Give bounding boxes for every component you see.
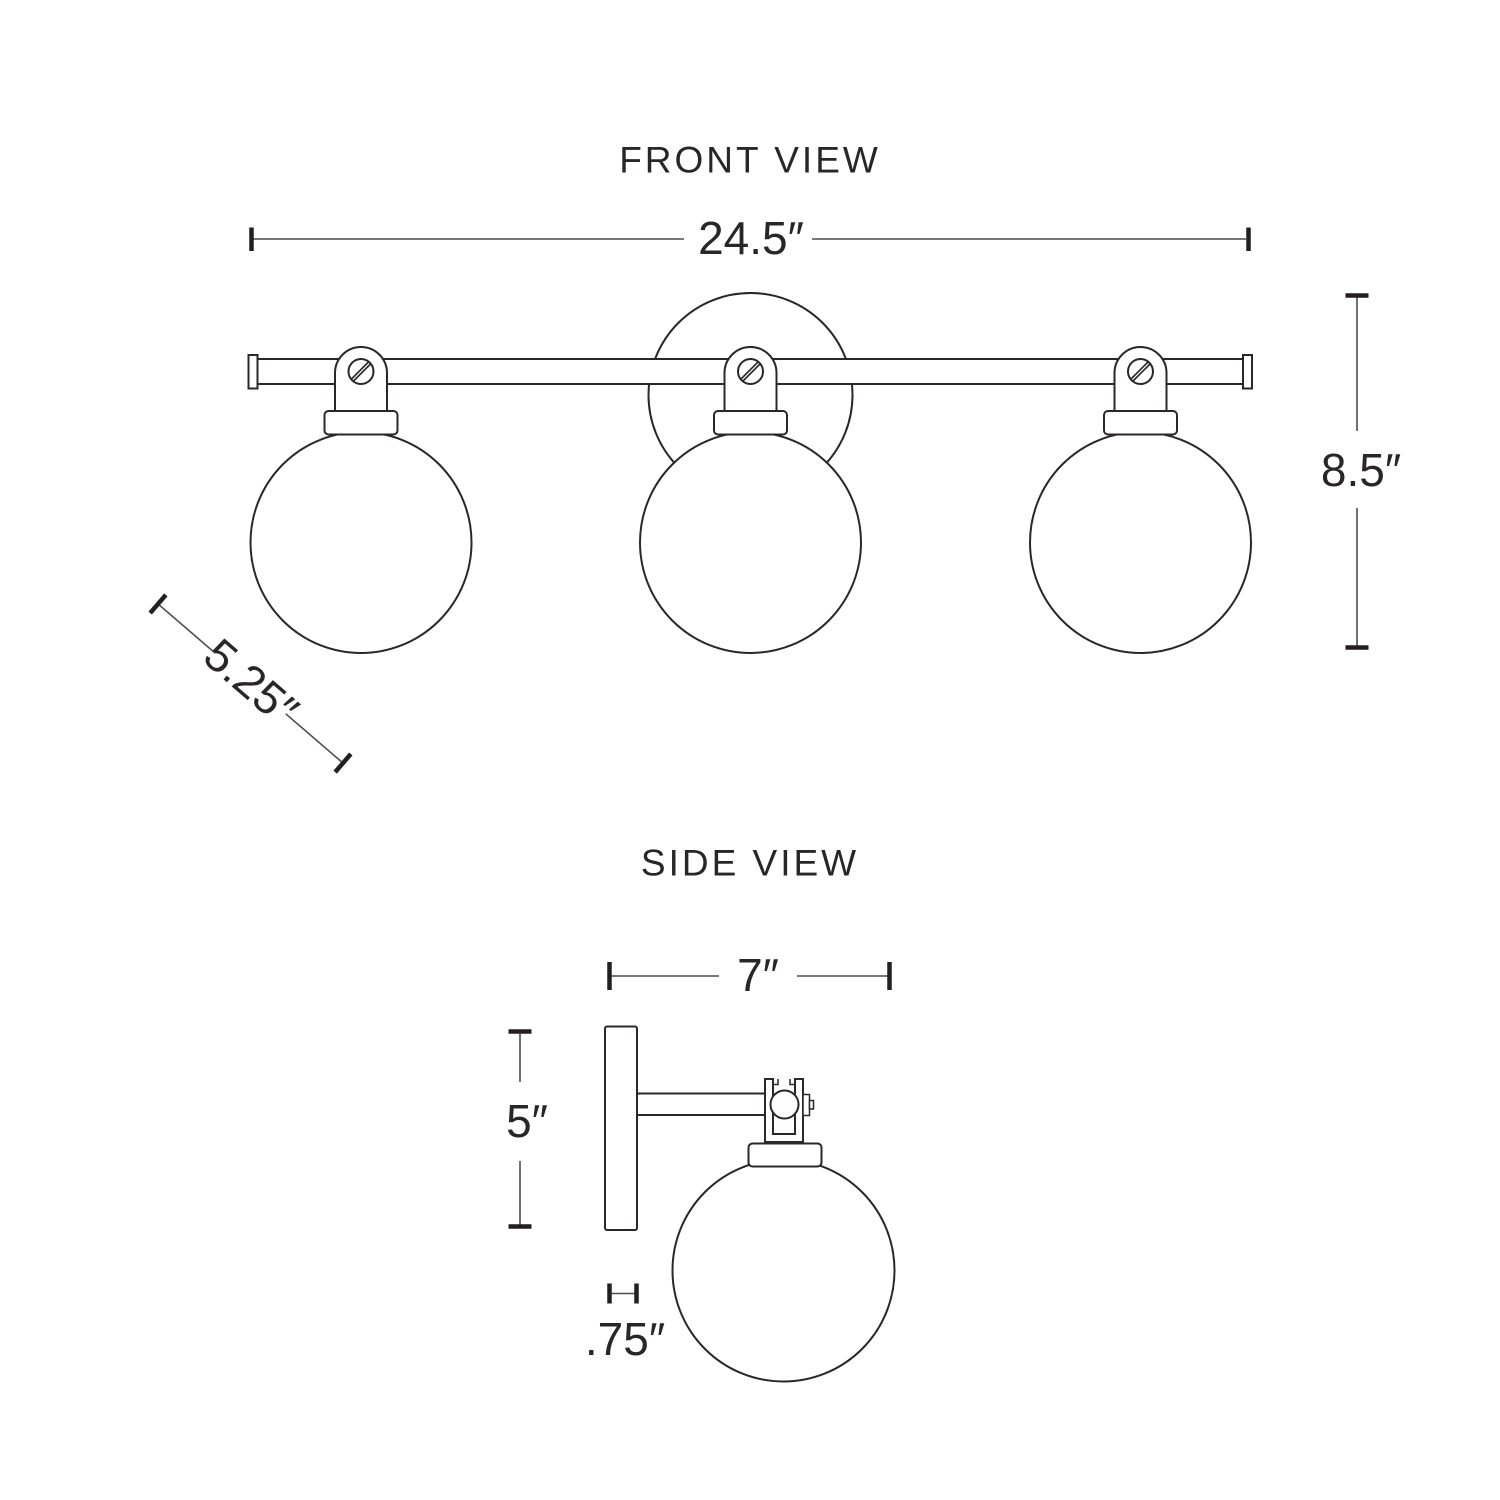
dimension-line [158, 604, 215, 653]
side-plate-thickness-dimension-label: .75″ [584, 1313, 666, 1365]
side-plate-height-dimension-label: 5″ [506, 1095, 548, 1147]
side-set-screw [803, 1095, 810, 1116]
screw-center [738, 359, 763, 384]
front-width-dimension [252, 212, 1249, 264]
dimension-line [286, 714, 343, 763]
dimension-tick [335, 754, 351, 772]
front-view-title: FRONT VIEW [619, 139, 881, 181]
front-height-dimension-label: 8.5″ [1320, 444, 1402, 496]
side-globe [673, 1160, 895, 1382]
screw-right [1128, 359, 1153, 384]
lamp-left [251, 347, 472, 653]
side-socket [749, 1144, 822, 1167]
globe-center [640, 432, 861, 653]
screw-left [349, 359, 374, 384]
side-view-title: SIDE VIEW [640, 842, 860, 884]
side-ball-joint [771, 1091, 799, 1119]
front-width-dimension-label: 24.5″ [698, 212, 804, 264]
side-wall-plate [605, 1027, 637, 1231]
front-height-dimension [1321, 296, 1401, 648]
side-plate-thickness-dimension [585, 1284, 665, 1366]
side-view [506, 843, 894, 1382]
dimension-tick [150, 595, 166, 613]
side-plate-height-dimension [506, 1032, 548, 1227]
side-depth-dimension [610, 949, 890, 1001]
side-depth-dimension-label: 7″ [737, 949, 779, 1001]
side-set-screw-notch [810, 1101, 814, 1110]
bar-end-cap-right [1243, 355, 1252, 389]
lamp-right [1030, 347, 1251, 653]
socket-right [1104, 411, 1177, 435]
globe-diameter-dimension-label: 5.25″ [194, 628, 309, 737]
globe-right [1030, 432, 1251, 653]
globe-left [251, 432, 472, 653]
bar-end-cap-left [249, 355, 258, 389]
front-view [142, 140, 1401, 782]
side-arm [637, 1094, 765, 1116]
socket-center [714, 411, 787, 435]
socket-left [325, 411, 398, 435]
